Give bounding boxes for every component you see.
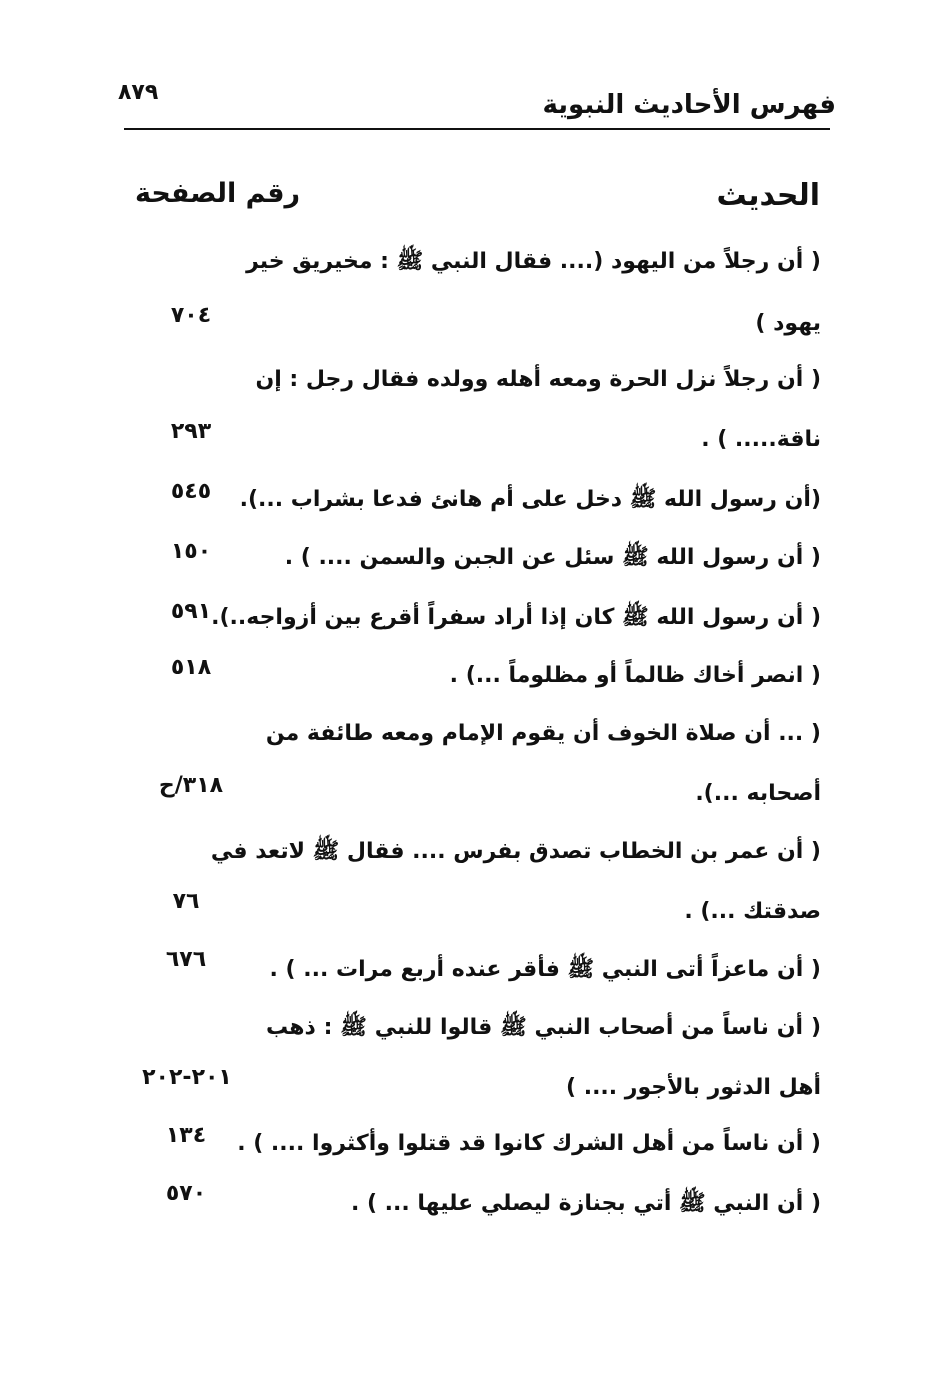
entry-page-number: ٥٤٥ <box>170 479 212 504</box>
entry-page-number: ٥١٨ <box>170 655 212 680</box>
hadith-text-line: أصحابه ...). <box>695 781 821 806</box>
entry-page-number: ٥٩١ <box>170 599 212 624</box>
hadith-text-line: ( أن ماعزاً أتى النبي ﷺ فأقر عنده أربع مرات ... ) . <box>269 957 821 982</box>
header-rule <box>124 128 830 130</box>
hadith-text-line: ناقة..... ) . <box>701 427 821 452</box>
hadith-text-line: ( أن عمر بن الخطاب تصدق بفرس .... فقال ﷺ لاتعد في <box>210 839 821 864</box>
hadith-text-line: ( أن النبي ﷺ أتي بجنازة ليصلي عليها ... ) . <box>350 1191 821 1216</box>
hadith-text-line: ( أن رجلاً نزل الحرة ومعه أهله وولده فقال رجل : إن <box>255 367 821 392</box>
entry-page-number: ٧٦ <box>172 889 200 914</box>
hadith-text-line: ( ... أن صلاة الخوف أن يقوم الإمام ومعه طائفة من <box>265 721 821 746</box>
hadith-text-line: ( أن رسول الله ﷺ كان إذا أراد سفراً أقرع بين أزواجه..). <box>211 605 821 630</box>
entry-page-number: ٢٠١-٢٠٢ <box>142 1065 232 1090</box>
running-title: فهرس الأحاديث النبوية <box>542 90 836 120</box>
entry-page-number: ٧٠٤ <box>170 303 212 328</box>
hadith-text-line: صدقتك ...) . <box>684 899 821 924</box>
hadith-text-line: يهود ) <box>755 311 821 336</box>
hadith-text-line: (أن رسول الله ﷺ دخل على أم هانئ فدعا بشراب ...). <box>239 487 821 512</box>
entry-page-number: ١٥٠ <box>170 539 212 564</box>
hadith-text-line: ( أن ناساً من أهل الشرك كانوا قد قتلوا وأكثروا .... ) . <box>237 1131 821 1156</box>
hadith-text-line: ( أن ناساً من أصحاب النبي ﷺ قالوا للنبي ﷺ : ذهب <box>266 1015 821 1040</box>
hadith-text-line: ( أن رجلاً من اليهود (.... فقال النبي ﷺ : مخيريق خير <box>246 249 821 274</box>
hadith-text-line: ( أن رسول الله ﷺ سئل عن الجبن والسمن .... ) . <box>284 545 821 570</box>
entry-page-number: ٢٩٣ <box>170 419 212 444</box>
entry-page-number: ٣١٨/ح <box>158 773 224 798</box>
entry-page-number: ١٣٤ <box>165 1123 207 1148</box>
entry-page-number: ٥٧٠ <box>165 1181 207 1206</box>
column-heading-hadith: الحديث <box>716 178 820 213</box>
hadith-text-line: ( انصر أخاك ظالماً أو مظلوماً ...) . <box>449 663 821 688</box>
hadith-text-line: أهل الدثور بالأجور .... ) <box>566 1075 821 1100</box>
page-number: ٨٧٩ <box>118 80 159 105</box>
entry-page-number: ٦٧٦ <box>165 947 207 972</box>
column-heading-page: رقم الصفحة <box>135 178 301 209</box>
